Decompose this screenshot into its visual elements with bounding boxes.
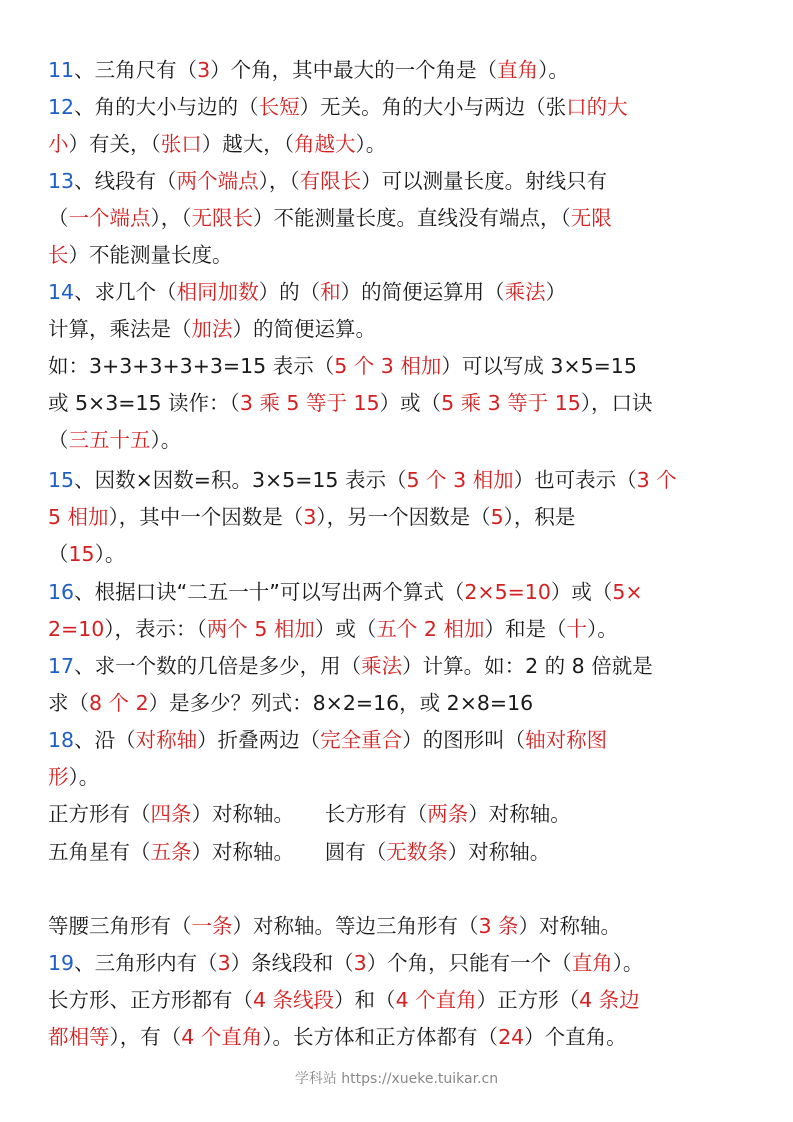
body-text: ），其中一个因数是（: [108, 505, 304, 529]
answer-text: 口的大: [566, 95, 628, 119]
answer-text: 轴对称图: [525, 728, 608, 752]
text-line: [48, 912, 621, 940]
answer-text: 3: [197, 58, 211, 82]
text-line: [48, 800, 571, 828]
text-line: [48, 986, 640, 1014]
answer-text: 乘法: [504, 280, 546, 304]
item-number: 17: [48, 654, 75, 678]
answer-text: 一个端点: [68, 206, 151, 230]
body-text: ）或（: [379, 391, 442, 415]
body-text: 、沿（: [74, 728, 136, 752]
item-number: 12: [48, 95, 75, 119]
body-text: ）对称轴。 圆有（: [191, 840, 387, 864]
answer-text: 3: [303, 505, 317, 529]
body-text: 、求几个（: [74, 280, 177, 304]
body-text: ）。: [538, 58, 569, 82]
text-line: [48, 278, 566, 306]
answer-text: 和: [320, 280, 341, 304]
answer-text: 15: [68, 542, 95, 566]
text-line: [48, 56, 569, 84]
answer-text: 5 乘 3 等于 15: [441, 391, 581, 415]
body-text: 、三角尺有（: [74, 58, 198, 82]
answer-text: 5 个 3 相加: [406, 468, 514, 492]
body-text: ）正方形（: [476, 988, 580, 1012]
body-text: ）个直角。: [524, 1025, 627, 1049]
text-line: [48, 838, 550, 866]
text-line: [48, 578, 643, 606]
body-text: ）计算。如：2 的 8 倍就是: [402, 654, 653, 678]
body-text: 计算，乘法是（: [48, 317, 192, 341]
answer-text: 小: [48, 132, 69, 156]
body-text: ）个角，其中最大的一个角是（: [210, 58, 498, 82]
answer-text: 2=10: [48, 617, 105, 641]
body-text: ）对称轴。: [468, 802, 571, 826]
item-number: 19: [48, 951, 75, 975]
body-text: ）越大，（: [201, 132, 294, 156]
body-text: ）个角，只能有一个（: [366, 951, 572, 975]
body-text: ）或（: [314, 617, 377, 641]
body-text: ），积是: [503, 505, 576, 529]
answer-text: 5 相加: [48, 505, 109, 529]
body-text: 正方形有（: [48, 802, 151, 826]
text-line: [48, 726, 607, 754]
body-text: ）。: [150, 428, 182, 452]
text-line: [48, 540, 125, 568]
body-text: （: [48, 428, 69, 452]
answer-text: 5 个 3 相加: [334, 354, 442, 378]
body-text: ）或（: [550, 580, 613, 604]
answer-text: 两个端点: [176, 169, 259, 193]
body-text: ）无关。角的大小与两边（张: [299, 95, 567, 119]
item-number: 15: [48, 468, 75, 492]
answer-text: 两个 5 相加: [206, 617, 315, 641]
answer-text: 无限: [570, 206, 612, 230]
answer-text: 无限长: [191, 206, 253, 230]
body-text: ）也可表示（: [513, 468, 637, 492]
body-text: 、三角形内有（: [74, 951, 218, 975]
body-text: 、求一个数的几倍是多少，用（: [74, 654, 362, 678]
body-text: 求（: [48, 691, 89, 715]
answer-text: 乘法: [361, 654, 403, 678]
body-text: ）对称轴。等边三角形有（: [232, 914, 479, 938]
body-text: ）和（: [334, 988, 396, 1012]
item-number: 11: [48, 58, 75, 82]
body-text: ）的简便运算。: [232, 317, 376, 341]
body-text: ），另一个因数是（: [316, 505, 491, 529]
answer-text: 三五十五: [68, 428, 151, 452]
answer-text: 四条: [150, 802, 192, 826]
body-text: ）。: [68, 765, 100, 789]
text-line: [48, 949, 643, 977]
text-line: [48, 167, 607, 195]
text-line: [48, 426, 181, 454]
answer-text: 3: [353, 951, 367, 975]
body-text: 长方形、正方形都有（: [48, 988, 253, 1012]
body-text: ）条线段和（: [230, 951, 354, 975]
answer-text: 24: [498, 1025, 525, 1049]
text-line: [48, 689, 533, 717]
body-text: ）可以测量长度。射线只有: [361, 169, 608, 193]
answer-text: 2×5=10: [464, 580, 551, 604]
body-text: ）有关，（: [68, 132, 161, 156]
answer-text: 对称轴: [135, 728, 198, 752]
answer-text: 五条: [150, 840, 192, 864]
text-line: [48, 1023, 627, 1051]
text-line: [48, 241, 233, 269]
answer-text: 两条: [427, 802, 469, 826]
body-text: ），口诀: [580, 391, 653, 415]
answer-text: 加法: [191, 317, 233, 341]
text-line: [48, 615, 618, 643]
body-text: 五角星有（: [48, 840, 151, 864]
body-text: ），有（: [109, 1025, 182, 1049]
body-text: ）折叠两边（: [197, 728, 321, 752]
body-text: ）。: [612, 951, 644, 975]
text-line: [48, 503, 575, 531]
body-text: ）: [545, 280, 567, 304]
answer-text: 十: [566, 617, 587, 641]
body-text: 、因数×因数=积。3×5=15 表示（: [74, 468, 407, 492]
answer-text: 长短: [258, 95, 300, 119]
answer-text: 有限长: [299, 169, 362, 193]
body-text: ）。: [586, 617, 618, 641]
answer-text: 4 个直角: [181, 1025, 263, 1049]
body-text: ）不能测量长度。直线没有端点，（: [253, 206, 571, 230]
body-text: （: [48, 206, 69, 230]
body-text: 等腰三角形有（: [48, 914, 192, 938]
answer-text: 8 个 2: [89, 691, 149, 715]
body-text: ）的（: [258, 280, 321, 304]
answer-text: 3 个: [636, 468, 677, 492]
body-text: 、根据口诀“二五一十”可以写出两个算式（: [74, 580, 465, 604]
answer-text: 直角: [497, 58, 539, 82]
body-text: ）是多少？列式：8×2=16，或 2×8=16: [148, 691, 534, 715]
body-text: ）对称轴。 长方形有（: [191, 802, 428, 826]
body-text: ）。长方体和正方体都有（: [262, 1025, 499, 1049]
item-number: 14: [48, 280, 75, 304]
body-text: ）可以写成 3×5=15: [441, 354, 637, 378]
answer-text: 3 条: [478, 914, 519, 938]
answer-text: 完全重合: [320, 728, 403, 752]
text-line: [48, 389, 653, 417]
answer-text: 都相等: [48, 1025, 110, 1049]
text-line: [48, 466, 677, 494]
answer-text: 3: [217, 951, 231, 975]
answer-text: 5: [490, 505, 504, 529]
body-text: 如：3+3+3+3+3=15 表示（: [48, 354, 335, 378]
body-text: ），（: [150, 206, 192, 230]
answer-text: 角越大: [294, 132, 356, 156]
answer-text: 4 条边: [579, 988, 640, 1012]
body-text: ）不能测量长度。: [68, 243, 233, 267]
body-text: ）对称轴。: [447, 840, 551, 864]
text-line: [48, 130, 386, 158]
body-text: ），表示：（: [104, 617, 207, 641]
answer-text: 长: [48, 243, 69, 267]
answer-text: 相同加数: [176, 280, 259, 304]
footer-watermark: 学科站 https://xueke.tuikar.cn: [294, 1071, 499, 1087]
body-text: （: [48, 542, 69, 566]
answer-text: 张口: [160, 132, 202, 156]
answer-text: 一条: [191, 914, 233, 938]
body-text: ）的图形叫（: [402, 728, 526, 752]
body-text: 或 5×3=15 读作：（: [48, 391, 240, 415]
answer-text: 直角: [571, 951, 613, 975]
item-number: 16: [48, 580, 75, 604]
body-text: 、角的大小与边的（: [74, 95, 259, 119]
text-line: [48, 352, 637, 380]
answer-text: 无数条: [386, 840, 448, 864]
text-line: [48, 204, 612, 232]
item-number: 18: [48, 728, 75, 752]
text-line: [48, 315, 376, 343]
answer-text: 五个 2 相加: [376, 617, 485, 641]
answer-text: 4 个直角: [395, 988, 477, 1012]
body-text: ），（: [258, 169, 300, 193]
answer-text: 4 条线段: [253, 988, 335, 1012]
body-text: ）。: [94, 542, 126, 566]
item-number: 13: [48, 169, 75, 193]
answer-text: 3 乘 5 等于 15: [239, 391, 380, 415]
body-text: ）。: [355, 132, 387, 156]
body-text: ）对称轴。: [518, 914, 622, 938]
body-text: ）的简便运算用（: [340, 280, 505, 304]
text-line: [48, 652, 653, 680]
text-line: [48, 763, 99, 791]
answer-text: 5×: [612, 580, 643, 604]
body-text: 、线段有（: [74, 169, 177, 193]
body-text: ）和是（: [484, 617, 567, 641]
text-line: [48, 93, 628, 121]
answer-text: 形: [48, 765, 69, 789]
